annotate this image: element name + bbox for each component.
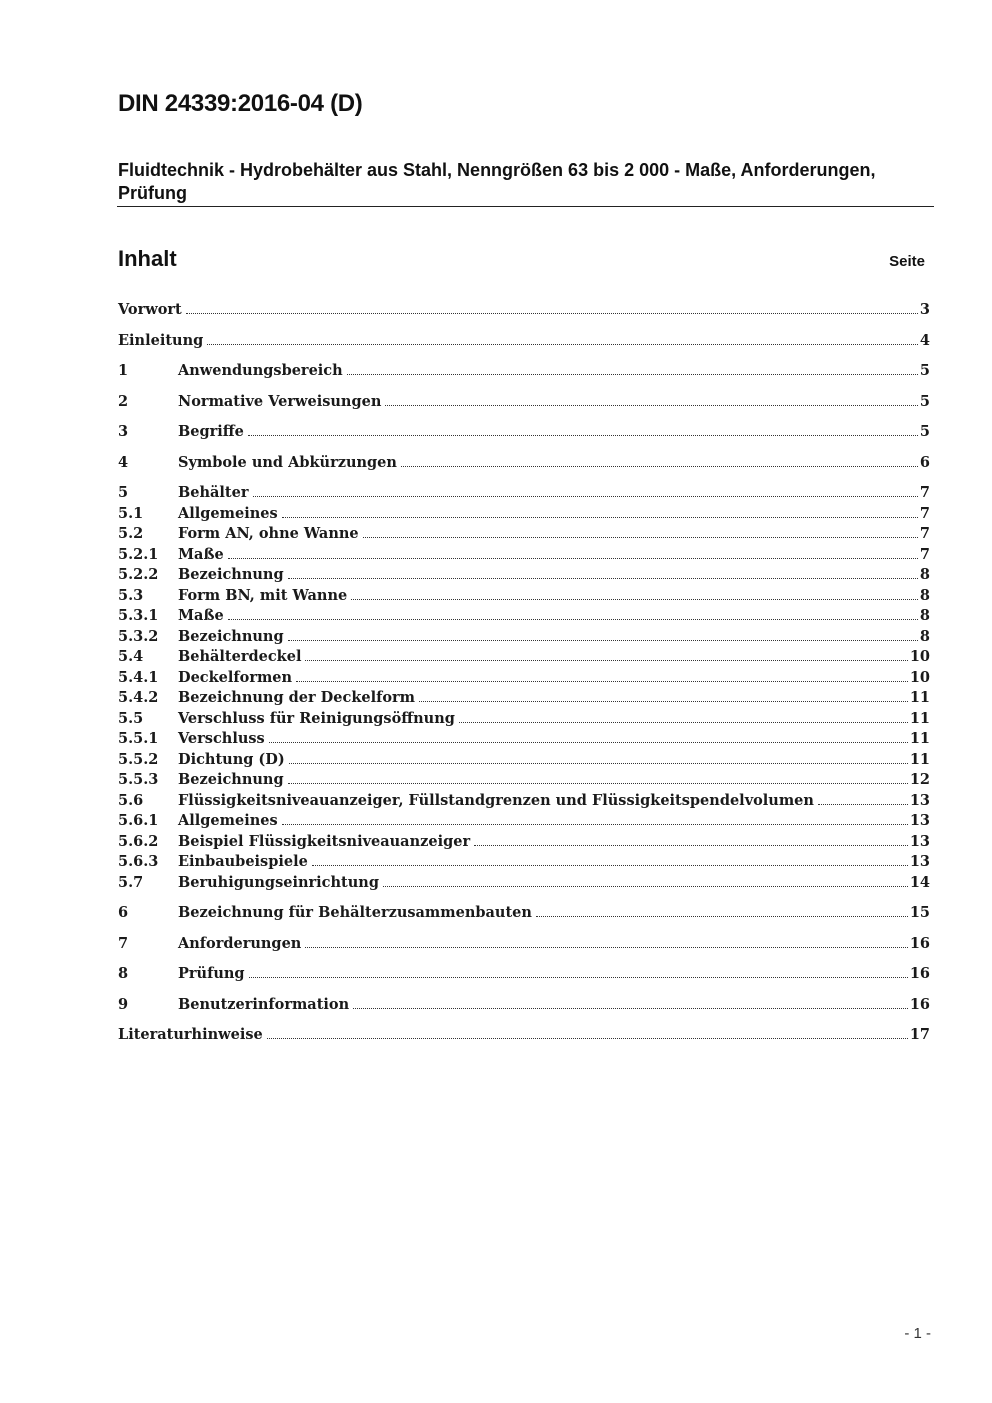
toc-entry-number: 2 [118, 392, 129, 410]
toc-dot-leader [288, 783, 908, 784]
toc-entry-title: Benutzerinformation [178, 995, 350, 1013]
table-of-contents [118, 300, 930, 1046]
title-divider [117, 206, 934, 207]
toc-entry[interactable] [118, 331, 930, 352]
toc-dot-leader [353, 1008, 908, 1009]
toc-entry-title: Maße [178, 607, 224, 624]
toc-entry[interactable] [118, 873, 930, 894]
toc-entry[interactable] [118, 361, 930, 382]
toc-entry-number: 5.5.1 [118, 730, 159, 747]
toc-entry-number: 4 [118, 453, 129, 471]
toc-entry-number: 5.3 [118, 586, 144, 604]
toc-entry-title: Einleitung [118, 331, 204, 349]
document-title: DIN 24339:2016-04 (D) [118, 90, 363, 117]
toc-dot-leader [289, 763, 908, 764]
toc-dot-leader [207, 344, 918, 345]
toc-entry[interactable] [118, 586, 930, 607]
toc-dot-leader [267, 1038, 908, 1039]
toc-entry[interactable] [118, 668, 930, 689]
toc-entry[interactable] [118, 995, 930, 1016]
toc-entry-number: 1 [118, 362, 129, 379]
toc-entry[interactable] [118, 903, 930, 924]
toc-entry[interactable] [118, 770, 930, 791]
toc-entry-page: 7 [919, 525, 930, 542]
toc-entry-title: Literaturhinweise [118, 1026, 263, 1043]
toc-dot-leader [288, 640, 918, 641]
toc-entry-page: 8 [919, 607, 930, 624]
toc-dot-leader [347, 374, 918, 375]
toc-dot-leader [228, 619, 918, 620]
toc-entry[interactable] [118, 422, 930, 443]
toc-entry-number: 5.5.2 [118, 750, 159, 768]
toc-entry[interactable] [118, 688, 930, 709]
toc-entry-page: 15 [909, 904, 930, 921]
toc-entry-page: 3 [919, 301, 930, 318]
toc-entry-page: 11 [909, 730, 930, 747]
toc-dot-leader [228, 558, 918, 559]
toc-entry-page: 5 [919, 362, 930, 379]
toc-entry[interactable] [118, 565, 930, 586]
toc-entry-number: 5.2.2 [118, 566, 159, 583]
toc-dot-leader [383, 886, 908, 887]
toc-entry-title: Allgemeines [178, 812, 278, 829]
toc-entry-page: 16 [909, 965, 930, 982]
toc-entry-page: 11 [909, 709, 930, 727]
toc-entry-title: Beispiel Flüssigkeitsniveauanzeiger [178, 832, 471, 850]
toc-entry-page: 17 [909, 1026, 930, 1043]
toc-entry[interactable] [118, 483, 930, 504]
toc-entry-title: Flüssigkeitsniveauanzeiger, Füllstandgrenzen und Flüssigkeitspendelvolumen [178, 791, 814, 809]
toc-dot-leader [305, 947, 907, 948]
toc-dot-leader [459, 722, 908, 723]
toc-dot-leader [186, 313, 918, 314]
toc-entry-title: Prüfung [178, 965, 245, 982]
toc-entry-number: 5.2.1 [118, 545, 159, 563]
toc-entry-number: 7 [118, 934, 129, 952]
toc-dot-leader [401, 466, 918, 467]
toc-entry-title: Bezeichnung [178, 627, 284, 645]
toc-dot-leader [282, 824, 908, 825]
toc-entry-title: Beruhigungseinrichtung [178, 873, 379, 891]
toc-entry-page: 8 [919, 586, 930, 604]
toc-dot-leader [474, 845, 908, 846]
toc-entry-page: 11 [909, 750, 930, 768]
toc-entry-page: 14 [909, 873, 930, 891]
toc-entry-page: 16 [909, 995, 930, 1013]
toc-entry-page: 6 [919, 453, 930, 471]
toc-entry-page: 12 [909, 771, 930, 788]
toc-entry-number: 5.4.1 [118, 668, 159, 686]
toc-entry-page: 11 [909, 689, 930, 706]
toc-dot-leader [288, 578, 918, 579]
toc-entry-page: 7 [919, 504, 930, 522]
toc-heading: Inhalt [118, 246, 177, 271]
toc-entry-number: 8 [118, 965, 129, 982]
toc-dot-leader [249, 977, 908, 978]
toc-entry-number: 5.4 [118, 648, 144, 665]
toc-entry-number: 5.1 [118, 504, 144, 522]
toc-entry-number: 5.7 [118, 873, 144, 891]
toc-entry[interactable] [118, 852, 930, 873]
toc-entry-page: 13 [909, 791, 930, 809]
toc-entry-page: 4 [919, 331, 930, 349]
toc-entry-title: Form AN, ohne Wanne [178, 525, 359, 542]
toc-entry-page: 8 [919, 627, 930, 645]
toc-entry-number: 6 [118, 904, 129, 921]
toc-dot-leader [385, 405, 918, 406]
toc-entry-page: 10 [909, 668, 930, 686]
toc-entry[interactable] [118, 392, 930, 413]
toc-page-column-label: Seite [889, 253, 925, 270]
toc-entry-number: 5.5 [118, 709, 144, 727]
toc-entry-title: Anwendungsbereich [178, 362, 343, 379]
toc-entry-title: Symbole und Abkürzungen [178, 453, 397, 471]
toc-entry-number: 5.6 [118, 791, 144, 809]
toc-entry[interactable] [118, 606, 930, 627]
toc-entry-number: 5.4.2 [118, 689, 159, 706]
toc-entry-title: Verschluss [178, 730, 265, 747]
toc-entry[interactable] [118, 453, 930, 474]
toc-entry-title: Bezeichnung [178, 566, 284, 583]
toc-dot-leader [282, 517, 918, 518]
toc-entry-page: 13 [909, 812, 930, 829]
toc-dot-leader [351, 599, 918, 600]
toc-entry-page: 5 [919, 423, 930, 440]
toc-entry-page: 5 [919, 392, 930, 410]
toc-entry-page: 8 [919, 566, 930, 583]
toc-entry[interactable] [118, 1025, 930, 1046]
toc-entry-number: 5.5.3 [118, 771, 159, 788]
toc-entry[interactable] [118, 647, 930, 668]
toc-entry-number: 5.3.2 [118, 627, 159, 645]
toc-entry-number: 5.6.3 [118, 853, 159, 870]
toc-entry-title: Allgemeines [178, 504, 278, 522]
toc-dot-leader [253, 496, 918, 497]
toc-entry[interactable] [118, 811, 930, 832]
toc-entry[interactable] [118, 791, 930, 812]
toc-entry[interactable] [118, 964, 930, 985]
toc-entry-title: Bezeichnung für Behälterzusammenbauten [178, 904, 532, 921]
toc-dot-leader [248, 435, 918, 436]
toc-entry-number: 5.3.1 [118, 607, 159, 624]
toc-entry-title: Deckelformen [178, 668, 293, 686]
toc-entry-page: 13 [909, 832, 930, 850]
toc-dot-leader [363, 537, 918, 538]
toc-entry[interactable] [118, 627, 930, 648]
toc-dot-leader [269, 742, 908, 743]
toc-entry-number: 9 [118, 995, 129, 1013]
toc-entry-title: Bezeichnung [178, 771, 284, 788]
toc-entry-title: Form BN, mit Wanne [178, 586, 348, 604]
toc-entry-title: Normative Verweisungen [178, 392, 382, 410]
toc-entry-title: Verschluss für Reinigungsöffnung [178, 709, 455, 727]
toc-entry[interactable] [118, 729, 930, 750]
toc-entry-number: 5.2 [118, 525, 144, 542]
toc-entry-title: Maße [178, 545, 224, 563]
toc-entry-number: 5 [118, 484, 129, 501]
toc-dot-leader [305, 660, 907, 661]
page-number: - 1 - [904, 1325, 931, 1342]
toc-entry[interactable] [118, 709, 930, 730]
toc-entry[interactable] [118, 832, 930, 853]
toc-entry-title: Vorwort [118, 301, 182, 318]
toc-entry-title: Begriffe [178, 423, 244, 440]
toc-entry-number: 5.6.2 [118, 832, 159, 850]
document-subtitle: Fluidtechnik - Hydrobehälter aus Stahl, Nenngrößen 63 bis 2 000 - Maße, Anforderungen, Prüfung [118, 160, 876, 203]
toc-entry[interactable] [118, 934, 930, 955]
toc-entry-title: Behälter [178, 484, 249, 501]
toc-entry-page: 7 [919, 484, 930, 501]
toc-entry-number: 3 [118, 423, 129, 440]
toc-entry[interactable] [118, 524, 930, 545]
toc-entry-page: 13 [909, 853, 930, 870]
toc-entry-page: 16 [909, 934, 930, 952]
toc-entry[interactable] [118, 300, 930, 321]
toc-dot-leader [818, 804, 908, 805]
toc-entry[interactable] [118, 545, 930, 566]
toc-entry-title: Einbaubeispiele [178, 853, 308, 870]
toc-entry-title: Anforderungen [178, 934, 302, 952]
toc-dot-leader [312, 865, 908, 866]
toc-entry-title: Dichtung (D) [178, 750, 285, 768]
toc-entry-page: 7 [919, 545, 930, 563]
toc-dot-leader [419, 701, 908, 702]
toc-entry-page: 10 [909, 648, 930, 665]
toc-dot-leader [536, 916, 908, 917]
toc-entry-number: 5.6.1 [118, 812, 159, 829]
toc-entry-title: Bezeichnung der Deckelform [178, 689, 415, 706]
toc-entry[interactable] [118, 750, 930, 771]
toc-entry-title: Behälterdeckel [178, 648, 302, 665]
toc-entry[interactable] [118, 504, 930, 525]
toc-dot-leader [296, 681, 908, 682]
